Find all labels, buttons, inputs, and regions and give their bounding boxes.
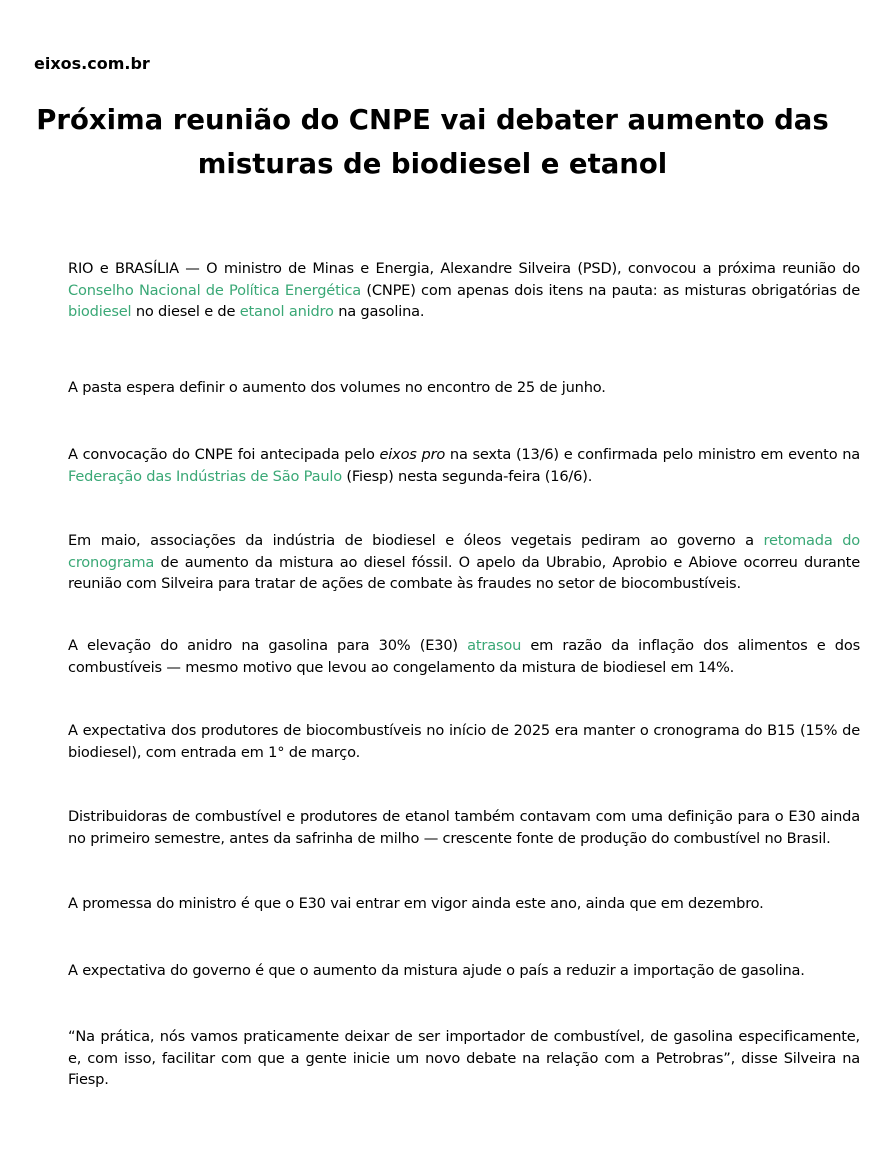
paragraph-1: [68, 258, 860, 323]
p3-text-3: (Fiesp) nesta segunda-feira (16/6).: [341, 467, 593, 485]
p5-text-1: A elevação do anidro na gasolina para 30% (E30): [68, 637, 468, 654]
p1-text-1: RIO e BRASÍLIA — O ministro de Minas e Energia, Alexandre Silveira (PSD), convocou a próxima reunião do: [68, 260, 860, 277]
p3-text-1: A convocação do CNPE foi antecipada pelo: [68, 446, 380, 463]
site-name: eixos.com.br: [34, 54, 150, 73]
link-atrasou[interactable]: atrasou: [467, 637, 522, 654]
article-headline: Próxima reunião do CNPE vai debater aumento das misturas de biodiesel e etanol: [36, 104, 829, 180]
paragraph-8: A promessa do ministro é que o E30 vai entrar em vigor ainda este ano, ainda que em dezembro.: [68, 895, 764, 912]
paragraph-9: A expectativa do governo é que o aumento da mistura ajude o país a reduzir a importação de gasolina.: [68, 962, 805, 979]
p4-text-2: de aumento da mistura ao diesel fóssil. O apelo da Ubrabio, Aprobio e Abiove ocorreu durante reunião com Silveira para tratar de ações de combate às fraudes no setor de biocombustíveis.: [68, 553, 860, 592]
paragraph-6: A expectativa dos produtores de biocombustíveis no início de 2025 era manter o cronograma do B15 (15% de biodiesel), com entrada em 1° de março.: [68, 722, 860, 761]
paragraph-7: Distribuidoras de combustível e produtores de etanol também contavam com uma definição para o E30 ainda no primeiro semestre, antes da safrinha de milho — crescente fonte de produção do combustível no Brasil.: [68, 808, 860, 847]
paragraph-2: A pasta espera definir o aumento dos volumes no encontro de 25 de junho.: [68, 379, 606, 396]
paragraph-10: “Na prática, nós vamos praticamente deixar de ser importador de combustível, de gasolina especificamente, e, com isso, facilitar com que a gente inicie um novo debate na relação com a Petrobras”, disse Silveira na Fiesp.: [68, 1028, 860, 1088]
p1-text-3: no diesel e de: [131, 303, 240, 320]
paragraph-5: [68, 635, 860, 678]
p5-text-2: em razão da inflação dos alimentos e dos combustíveis — mesmo motivo que levou ao congelamento da mistura de biodiesel em 14%.: [68, 637, 860, 676]
paragraph-4: [68, 530, 860, 595]
p1-text-4: na gasolina.: [333, 303, 425, 320]
p3-emphasis: eixos pro: [379, 446, 446, 463]
link-biodiesel[interactable]: biodiesel: [68, 303, 132, 320]
p3-text-2: na sexta (13/6) e confirmada pelo ministro em evento na: [445, 446, 861, 463]
link-retomada-cronograma[interactable]: retomada do cronograma: [68, 532, 861, 571]
paragraph-3: [68, 444, 860, 487]
link-etanol-anidro[interactable]: etanol anidro: [239, 303, 334, 320]
p4-text-1: Em maio, associações da indústria de biodiesel e óleos vegetais pediram ao governo a: [68, 532, 764, 549]
link-cnpe[interactable]: Conselho Nacional de Política Energética: [68, 281, 362, 299]
link-fiesp[interactable]: Federação das Indústrias de São Paulo: [68, 467, 342, 485]
p1-text-2: (CNPE) com apenas dois itens na pauta: as misturas obrigatórias de: [361, 281, 860, 299]
